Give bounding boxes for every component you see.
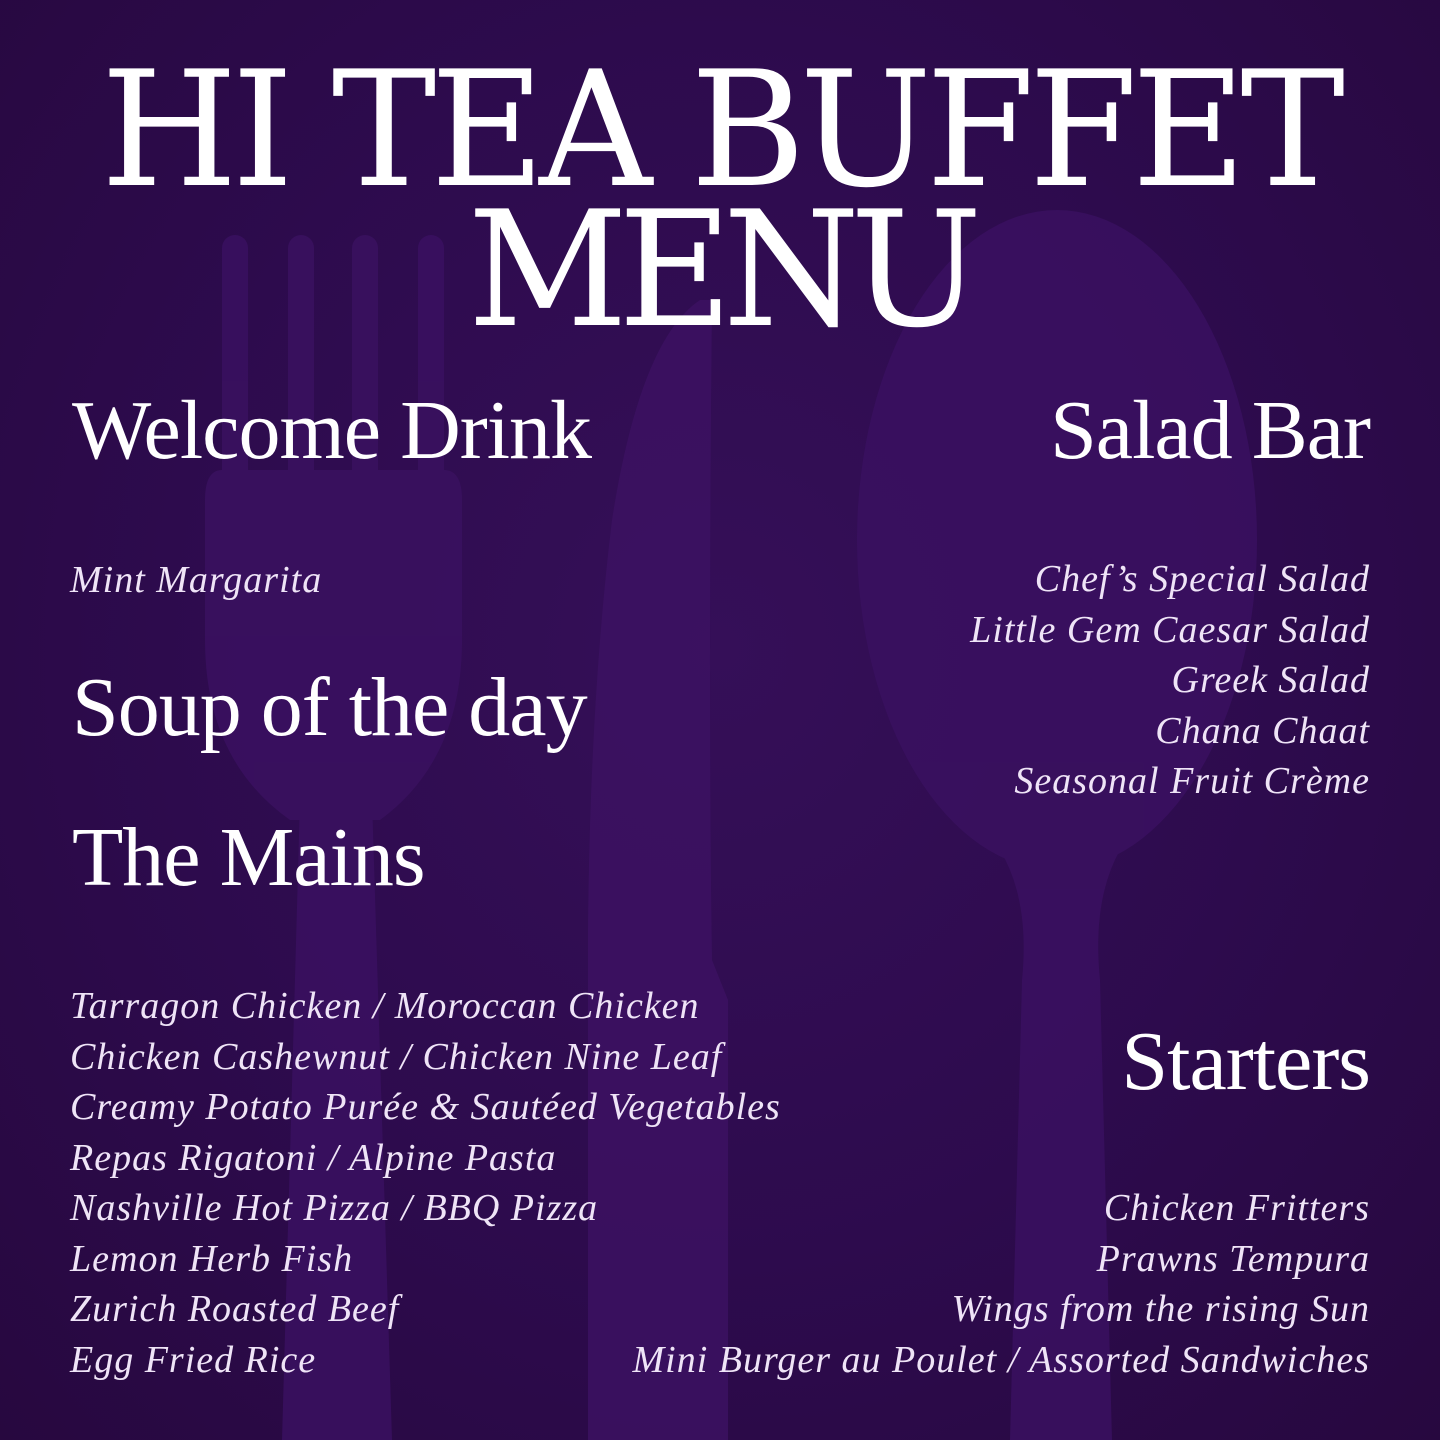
menu-item: Chicken Cashewnut / Chicken Nine Leaf	[70, 1035, 723, 1078]
menu-item: Chana Chaat	[1155, 709, 1370, 752]
menu-item: Zurich Roasted Beef	[70, 1288, 400, 1330]
menu-item: Chicken Fritters	[1103, 1187, 1370, 1229]
soup-heading: Soup of the day	[72, 661, 587, 754]
salad-bar-list	[970, 554, 1370, 807]
menu-item: Lemon Herb Fish	[70, 1237, 354, 1280]
welcome-drink-heading: Welcome Drink	[72, 384, 592, 477]
menu-item: Greek Salad	[1171, 659, 1370, 701]
title-line-1: HI TEA BUFFET	[100, 36, 1340, 223]
menu-item: Wings from the rising Sun	[951, 1288, 1370, 1330]
menu-item: Repas Rigatoni / Alpine Pasta	[70, 1136, 557, 1179]
menu-item: Prawns Tempura	[1096, 1237, 1370, 1280]
menu-item: Chef’s Special Salad	[1034, 558, 1370, 600]
starters-list	[632, 1183, 1370, 1385]
menu-item: Seasonal Fruit Crème	[1014, 760, 1370, 802]
menu-item: Little Gem Caesar Salad	[970, 608, 1370, 651]
mains-heading: The Mains	[72, 811, 425, 904]
menu-item: Egg Fried Rice	[70, 1338, 317, 1381]
starters-heading: Starters	[1121, 1015, 1370, 1108]
salad-bar-heading: Salad Bar	[1050, 384, 1370, 477]
menu-item: Mini Burger au Poulet / Assorted Sandwiches	[632, 1338, 1370, 1381]
title-line-2: MENU	[467, 176, 973, 363]
welcome-drink-list	[70, 555, 322, 606]
menu-item: Mint Margarita	[70, 559, 323, 601]
menu-item: Nashville Hot Pizza / BBQ Pizza	[70, 1187, 599, 1229]
menu-item: Creamy Potato Purée & Sautéed Vegetables	[70, 1086, 781, 1128]
menu-item: Tarragon Chicken / Moroccan Chicken	[70, 985, 700, 1027]
